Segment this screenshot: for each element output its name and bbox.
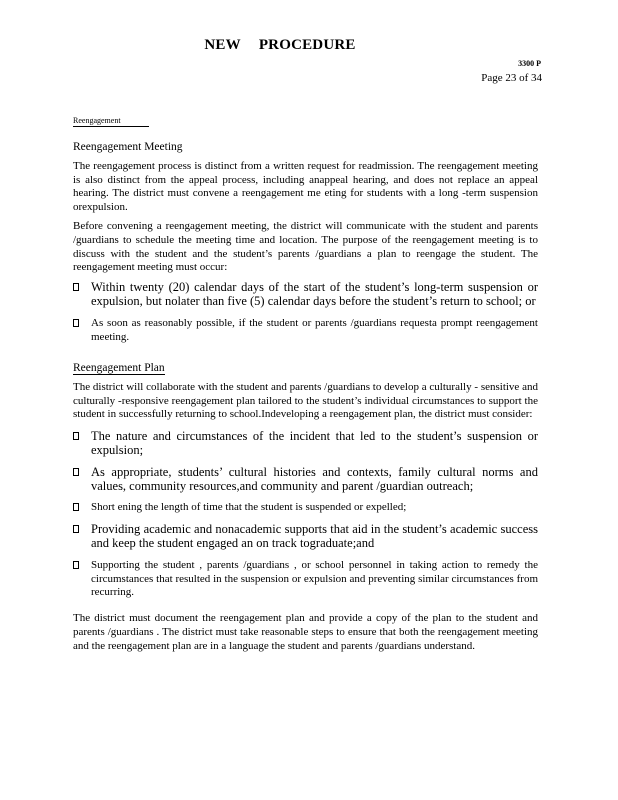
page-title (0, 37, 560, 54)
bullet-box-icon (73, 283, 79, 291)
plan-bullet-5: Supporting the student , parents /guardians , or school personnel in taking action to remedy the circumstances that resulted in the suspension or expulsion and preventing similar circumstances from recurring. (73, 559, 538, 600)
meeting-bullet-1: Within twenty (20) calendar days of the start of the student’s long-term suspension or expulsion, but nolater than five (5) calendar days before the student’s return to school; or (73, 281, 538, 309)
plan-bullet-3: Short ening the length of time that the student is suspended or expelled; (73, 501, 538, 515)
page-number: Page 23 of 34 (481, 72, 542, 84)
title-word-procedure: PROCEDURE (258, 37, 356, 53)
bullet-box-icon (73, 432, 79, 440)
plan-bullet-4: Providing academic and nonacademic supports that aid in the student’s academic success and keep the student engaged an on track tograduate;and (73, 523, 538, 551)
plan-paragraph-2: The district must document the reengagement plan and provide a copy of the plan to the student and parents /guardians . The district must take reasonable steps to ensure that both the reengagement meeting and the reengagement plan are in a language the student and parents /guardians understand. (73, 612, 538, 652)
bullet-box-icon (73, 319, 79, 327)
plan-heading: Reengagement Plan (73, 362, 165, 374)
bullet-box-icon (73, 468, 79, 476)
title-word-new: NEW (204, 37, 241, 53)
reengagement-meeting-section (73, 141, 538, 344)
plan-bullet-2: As appropriate, students’ cultural histories and contexts, family cultural norms and values, community resources,and community and parent /guardian outreach; (73, 466, 538, 494)
plan-bullet-1: The nature and circumstances of the incident that led to the student’s suspension or expulsion; (73, 430, 538, 458)
bullet-box-icon (73, 503, 79, 511)
meeting-bullet-2: As soon as reasonably possible, if the student or parents /guardians requesta prompt reengagement meeting. (73, 317, 538, 345)
meeting-paragraph-2: Before convening a reengagement meeting, the district will communicate with the student and parents /guardians to schedule the meeting time and location. The purpose of the reengagement meeting is to discuss with the student and the student’s parents /guardians a plan to reengage the student. The reengagement meeting must occur: (73, 219, 538, 274)
plan-paragraph-1: The district will collaborate with the student and parents /guardians to develop a culturally - sensitive and culturally -responsive reengagement plan tailored to the student’s individual circumstances to support the student in successfully returning to school.Indeveloping a reengagement plan, the district must consider: (73, 380, 538, 421)
reengagement-plan-section (73, 362, 538, 654)
section-label: Reengagement (73, 116, 149, 127)
bullet-box-icon (73, 561, 79, 569)
bullet-box-icon (73, 525, 79, 533)
document-number: 3300 P (518, 59, 541, 68)
meeting-paragraph-1: The reengagement process is distinct from a written request for readmission. The reengagement meeting is also distinct from the appeal process, including anappeal hearing, and does not replace an appeal hearing. The district must convene a reengagement me eting for students with a long -term suspension orexpulsion. (73, 159, 538, 214)
meeting-heading: Reengagement Meeting (73, 141, 183, 153)
